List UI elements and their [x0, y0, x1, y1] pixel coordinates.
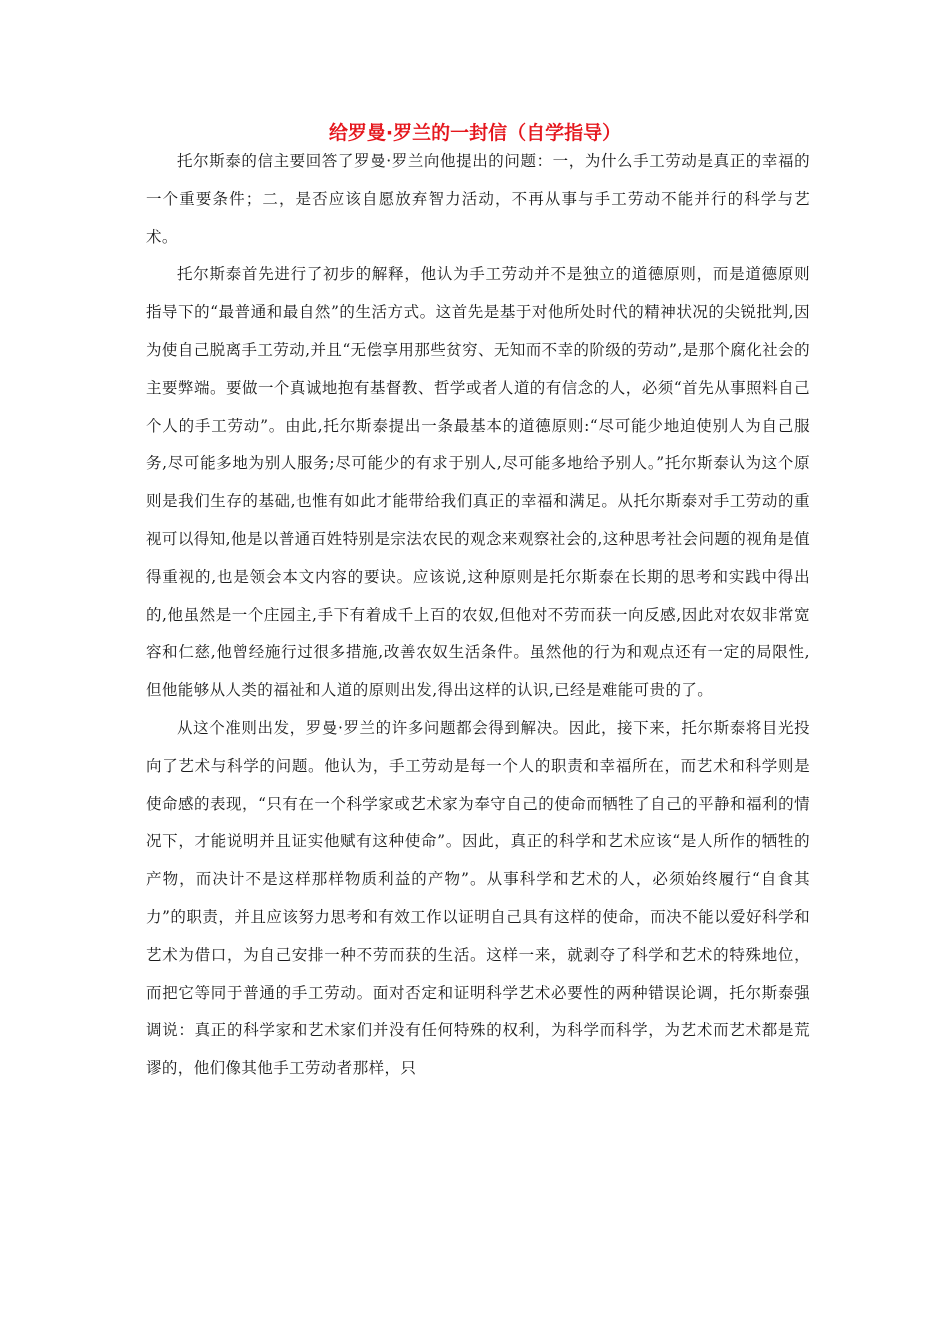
- paragraph-2: 托尔斯泰首先进行了初步的解释，他认为手工劳动并不是独立的道德原则，而是道德原则指导下的“最普通和最自然”的生活方式。这首先是基于对他所处时代的精神状况的尖锐批判,因为使自己脱离手工劳动,并且“无偿享用那些贫穷、无知而不幸的阶级的劳动”,是那个腐化社会的主要弊端。要做一个真诚地抱有基督教、哲学或者人道的有信念的人，必须“首先从事照料自己个人的手工劳动”。由此,托尔斯泰提出一条最基本的道德原则:“尽可能少地迫使别人为自己服务,尽可能多地为别人服务;尽可能少的有求于别人,尽可能多地给予别人。”托尔斯泰认为这个原则是我们生存的基础,也惟有如此才能带给我们真正的幸福和满足。从托尔斯泰对手工劳动的重视可以得知,他是以普通百姓特别是宗法农民的观念来观察社会的,这种思考社会问题的视角是值得重视的,也是领会本文内容的要诀。应该说,这种原则是托尔斯泰在长期的思考和实践中得出的,他虽然是一个庄园主,手下有着成千上百的农奴,但他对不劳而获一向反感,因此对农奴非常宽容和仁慈,他曾经施行过很多措施,改善农奴生活条件。虽然他的行为和观点还有一定的局限性,但他能够从人类的福祉和人道的原则出发,得出这样的认识,已经是难能可贵的了。: [146, 265, 810, 700]
- document-body: [146, 143, 810, 1088]
- paragraph-1: 托尔斯泰的信主要回答了罗曼·罗兰向他提出的问题：一，为什么手工劳动是真正的幸福的一个重要条件；二，是否应该自愿放弃智力活动，不再从事与手工劳动不能并行的科学与艺术。: [146, 152, 810, 246]
- document-title: 给罗曼·罗兰的一封信（自学指导）: [328, 122, 622, 144]
- paragraph-3: 从这个准则出发，罗曼·罗兰的许多问题都会得到解决。因此，接下来，托尔斯泰将目光投向了艺术与科学的问题。他认为，手工劳动是每一个人的职责和幸福所在，而艺术和科学则是使命感的表现，“只有在一个科学家或艺术家为奉守自己的使命而牺牲了自己的平静和福利的情况下，才能说明并且证实他赋有这种使命”。因此，真正的科学和艺术应该“是人所作的牺牲的产物，而决计不是这样那样物质利益的产物”。从事科学和艺术的人，必须始终履行“自食其力”的职责，并且应该努力思考和有效工作以证明自己具有这样的使命，而决不能以爱好科学和艺术为借口，为自己安排一种不劳而获的生活。这样一来，就剥夺了科学和艺术的特殊地位，而把它等同于普通的手工劳动。面对否定和证明科学艺术必要性的两种错误论调，托尔斯泰强调说：真正的科学家和艺术家们并没有任何特殊的权利，为科学而科学，为艺术而艺术都是荒谬的，他们像其他手工劳动者那样，只: [146, 718, 810, 1078]
